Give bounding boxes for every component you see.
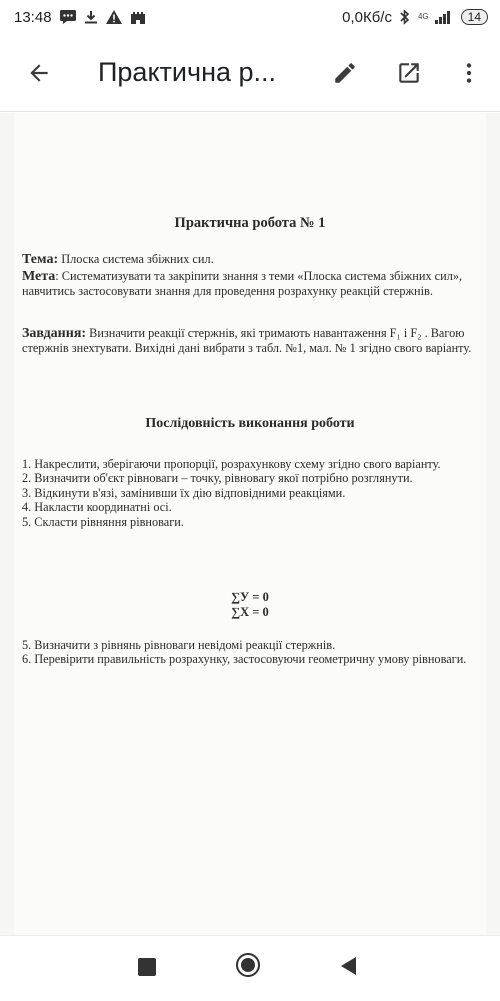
status-time: 13:48: [14, 8, 52, 26]
tema-label: Тема:: [22, 252, 59, 267]
pencil-icon: [332, 60, 358, 86]
download-icon: [84, 10, 98, 24]
app-bar: [0, 34, 500, 112]
tema-paragraph: [22, 252, 472, 267]
message-icon: [60, 10, 76, 24]
steps-list-b: [22, 638, 472, 667]
status-right: [342, 9, 488, 26]
status-left: [14, 9, 146, 26]
document-page: [14, 113, 486, 935]
zavdannya-label: Завдання:: [22, 326, 87, 341]
step-item: 1. Накреслити, зберігаючи пропорції, розрахункову схему згідно свого варіанту.: [22, 457, 441, 471]
open-in-new-icon: [396, 60, 422, 86]
step-item: 4. Накласти координатні осі.: [22, 500, 172, 515]
sequence-heading: Послідовність виконання роботи: [145, 416, 355, 431]
status-speed: 0,0Кб/с: [342, 8, 392, 26]
castle-icon: [130, 10, 146, 24]
step-item: 5. Визначити з рівнянь рівноваги невідомі реакції стержнів.: [22, 638, 336, 652]
back-button[interactable]: [22, 56, 56, 90]
home-circle-icon[interactable]: [236, 953, 260, 977]
network-label: 4G: [417, 12, 429, 21]
steps-list-a: [22, 457, 472, 529]
step-item: 3. Відкинути в'язі, замінивши їх дію відповідними реакціями.: [22, 485, 346, 500]
step-item: 6. Перевірити правильність розрахунку, застосовуючи геометричну умову рівноваги.: [22, 652, 467, 667]
status-bar: [0, 0, 500, 34]
document-title: Практична р...: [98, 57, 277, 87]
open-in-new-button[interactable]: [392, 56, 426, 90]
arrow-left-icon: [26, 60, 52, 86]
zavdannya-text: Визначити реакції стержнів, які тримають навантаження F₁ і F₂ . Вагою стержнів знехтувати. Вихідні дані вибрати з табл. №1, мал. № 1 згідно свого варіанту.: [22, 326, 472, 356]
battery-indicator: [461, 9, 488, 25]
formula-sum-x: ∑Х = 0: [231, 605, 269, 619]
tema-text: Плоска система збіжних сил.: [61, 252, 214, 266]
bluetooth-icon: [400, 9, 410, 25]
back-triangle-icon[interactable]: [341, 957, 356, 975]
meta-label: Мета: [22, 269, 56, 284]
system-nav-bar: [0, 935, 500, 1001]
meta-text: : Систематизувати та закріпити знання з теми «Плоска система збіжних сил», навчитись застосовувати знання для проведення розрахунку реакцій стержнів.: [22, 269, 463, 299]
document-viewer[interactable]: [0, 113, 500, 935]
more-options-button[interactable]: [452, 56, 486, 90]
more-vert-icon: [456, 60, 482, 86]
step-item: 5. Скласти рівняння рівноваги.: [22, 514, 184, 529]
home-inner-dot: [241, 958, 255, 972]
zavdannya-paragraph: [22, 326, 472, 356]
doc-heading: Практична робота № 1: [174, 215, 326, 231]
meta-paragraph: [22, 269, 472, 299]
recents-square-icon[interactable]: [138, 958, 156, 976]
warning-icon: [106, 10, 122, 24]
battery-level: 14: [467, 10, 481, 24]
signal-icon: [435, 10, 453, 24]
formula-sum-y: ∑У = 0: [231, 590, 269, 604]
network-type: [418, 13, 429, 21]
step-item: 2. Визначити об'єкт рівноваги – точку, рівновагу якої потрібно розглянути.: [22, 471, 413, 486]
edit-button[interactable]: [328, 56, 362, 90]
